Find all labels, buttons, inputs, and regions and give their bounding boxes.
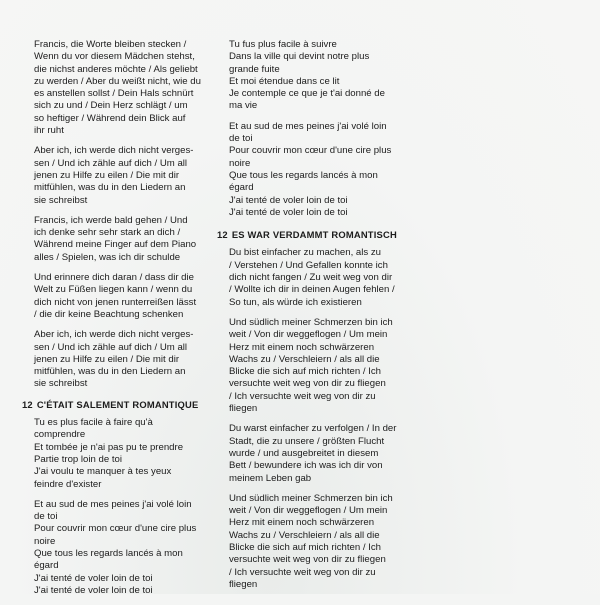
- lyrics-line: égard: [34, 560, 59, 572]
- lyrics-line: Aber ich, ich werde dich nicht verges-: [34, 145, 194, 157]
- lyrics-line: zu werden / Aber du weißt nicht, wie du: [34, 75, 201, 87]
- lyrics-line: mitfühlen, was du in den Liedern an: [34, 182, 186, 194]
- section-heading-cetait: [22, 399, 202, 411]
- lyrics-stanza: [34, 272, 202, 321]
- right-lyrics-block-2: [229, 247, 397, 591]
- lyrics-stanza: [229, 39, 397, 113]
- lyrics-line: weit / Von dir weggeflogen / Um mein: [229, 329, 388, 341]
- lyrics-line: weit / Von dir weggeflogen / Um mein: [229, 505, 388, 517]
- lyrics-line: / Wollte ich dir in deinen Augen fehlen /: [229, 284, 395, 296]
- lyrics-line: meinem Leben gab: [229, 472, 312, 484]
- lyrics-line: / Verstehen / Und Gefallen konnte ich: [229, 259, 388, 271]
- lyrics-stanza: [229, 317, 397, 415]
- right-lyrics-block-1: [229, 39, 397, 219]
- lyrics-line: Et au sud de mes peines j'ai volé loin: [229, 120, 387, 132]
- lyrics-line: Stadt, die zu unsere / größten Flucht: [229, 435, 385, 447]
- lyrics-stanza: [34, 329, 202, 390]
- lyrics-stanza: [34, 499, 202, 597]
- lyrics-line: Blicke die sich auf mich richten / Ich: [229, 366, 381, 378]
- lyrics-line: versuchte weit weg von dir zu fliegen: [229, 554, 386, 566]
- lyrics-line: Et tombée je n'ai pas pu te prendre: [34, 441, 184, 453]
- lyrics-line: So tun, als würde ich existieren: [229, 296, 362, 308]
- lyrics-line: fliegen: [229, 578, 258, 590]
- lyrics-line: dich nicht fangen / Zu weit weg von dir: [229, 272, 393, 284]
- lyrics-line: comprendre: [34, 429, 86, 441]
- lyrics-line: Francis, die Worte bleiben stecken /: [34, 39, 187, 50]
- lyrics-stanza: [229, 423, 397, 484]
- lyrics-line: / die dir keine Beachtung schenken: [34, 308, 184, 320]
- lyrics-line: versuchte weit weg von dir zu fliegen: [229, 378, 386, 390]
- track-title: ES WAR VERDAMMT ROMANTISCH: [231, 229, 397, 241]
- lyrics-line: Wenn du vor diesem Mädchen stehst,: [34, 51, 195, 63]
- lyrics-line: Du warst einfacher zu verfolgen / In der: [229, 423, 397, 435]
- lyrics-line: fliegen: [229, 403, 258, 415]
- lyrics-line: wurde / und ausgebreitet in diesem: [229, 447, 379, 459]
- lyrics-line: Et moi étendue dans ce lit: [229, 75, 340, 87]
- lyrics-line: dich nicht von jenen runterreißen lässt: [34, 296, 197, 308]
- lyrics-line: Pour couvrir mon cœur d'une cire plus: [34, 523, 197, 535]
- lyrics-stanza: [229, 121, 397, 219]
- lyrics-line: sie schreibst: [34, 194, 88, 206]
- lyrics-line: Welt zu Füßen liegen kann / wenn du: [34, 284, 193, 296]
- lyrics-line: de toi: [229, 133, 253, 145]
- lyrics-line: alles / Spielen, was ich dir schulde: [34, 251, 181, 263]
- lyrics-line: J'ai tenté de voler loin de toi: [34, 584, 153, 596]
- lyrics-line: Que tous les regards lancés à mon: [34, 547, 183, 559]
- lyrics-line: Und südlich meiner Schmerzen bin ich: [229, 316, 393, 328]
- lyrics-line: die nichst anderes möchte / Als geliebt: [34, 63, 198, 75]
- lyrics-line: grande fuite: [229, 63, 280, 75]
- section-heading-es-war: [217, 229, 397, 241]
- lyrics-line: Aber ich, ich werde dich nicht verges-: [34, 329, 194, 341]
- track-title: C'ÉTAIT SALEMENT ROMANTIQUE: [36, 398, 199, 410]
- lyrics-line: jenen zu Hilfe zu eilen / Die mit dir: [34, 353, 180, 365]
- track-number: 12: [22, 398, 33, 410]
- lyrics-stanza: [229, 247, 397, 308]
- lyrics-line: Je contemple ce que je t'ai donné de: [229, 88, 385, 100]
- lyrics-stanza: [34, 417, 202, 491]
- lyrics-line: es anstellen sollst / Dein Hals schnürt: [34, 88, 194, 100]
- lyrics-line: Wachs zu / Verschleiern / als all die: [229, 353, 380, 365]
- lyrics-line: Dans la ville qui devint notre plus: [229, 51, 370, 63]
- lyrics-line: Während meine Finger auf dem Piano: [34, 239, 197, 251]
- track-number: 12: [217, 229, 228, 241]
- lyrics-line: Que tous les regards lancés à mon: [229, 169, 378, 181]
- lyrics-line: sen / Und ich zähle auf dich / Um all: [34, 341, 188, 353]
- lyrics-line: égard: [229, 182, 254, 194]
- lyrics-line: Francis, ich werde bald gehen / Und: [34, 214, 188, 226]
- lyrics-line: Tu fus plus facile à suivre: [229, 39, 337, 50]
- left-lyrics-block-1: [34, 39, 202, 391]
- lyrics-line: ma vie: [229, 100, 258, 112]
- lyrics-line: J'ai tenté de voler loin de toi: [229, 194, 348, 206]
- lyrics-stanza: [229, 493, 397, 591]
- lyrics-stanza: [34, 39, 202, 137]
- lyrics-line: J'ai tenté de voler loin de toi: [229, 206, 348, 218]
- lyrics-line: J'ai tenté de voler loin de toi: [34, 572, 153, 584]
- lyrics-stanza: [34, 145, 202, 206]
- lyrics-line: Pour couvrir mon cœur d'une cire plus: [229, 145, 392, 157]
- left-lyrics-block-2: [34, 417, 202, 597]
- lyrics-line: Herz mit einem noch schwärzeren: [229, 517, 375, 529]
- lyrics-line: feindre d'exister: [34, 478, 102, 490]
- lyrics-line: Et au sud de mes peines j'ai volé loin: [34, 498, 192, 510]
- lyrics-line: Und erinnere dich daran / dass dir die: [34, 272, 194, 284]
- lyrics-line: de toi: [34, 511, 58, 523]
- lyrics-line: jenen zu Hilfe zu eilen / Die mit dir: [34, 169, 180, 181]
- lyrics-line: / Ich versuchte weit weg von dir zu: [229, 390, 376, 402]
- lyrics-line: noire: [34, 535, 56, 547]
- lyrics-line: ihr ruht: [34, 125, 64, 137]
- lyrics-line: noire: [229, 157, 251, 169]
- lyrics-stanza: [34, 215, 202, 264]
- lyrics-line: Tu es plus facile à faire qu'à: [34, 417, 153, 429]
- lyrics-line: so heftiger / Während dein Blick auf: [34, 112, 186, 124]
- lyrics-line: sich zu und / Dein Herz schlägt / um: [34, 100, 188, 112]
- lyrics-line: Blicke die sich auf mich richten / Ich: [229, 541, 381, 553]
- lyrics-line: Herz mit einem noch schwärzeren: [229, 341, 375, 353]
- lyrics-line: Und südlich meiner Schmerzen bin ich: [229, 492, 393, 504]
- lyrics-line: Wachs zu / Verschleiern / als all die: [229, 529, 380, 541]
- lyrics-line: ich denke sehr sehr stark an dich /: [34, 227, 181, 239]
- lyrics-line: Du bist einfacher zu machen, als zu: [229, 247, 381, 259]
- right-column: [217, 39, 397, 599]
- lyrics-line: J'ai voulu te manquer à tes yeux: [34, 466, 172, 478]
- lyrics-line: sen / Und ich zähle auf dich / Um all: [34, 157, 188, 169]
- lyrics-line: / Ich versuchte weit weg von dir zu: [229, 566, 376, 578]
- left-column: [22, 39, 202, 605]
- lyrics-line: Bett / bewundere ich was ich dir von: [229, 460, 383, 472]
- lyrics-line: Partie trop loin de toi: [34, 453, 122, 465]
- lyrics-line: sie schreibst: [34, 378, 88, 390]
- lyrics-line: mitfühlen, was du in den Liedern an: [34, 366, 186, 378]
